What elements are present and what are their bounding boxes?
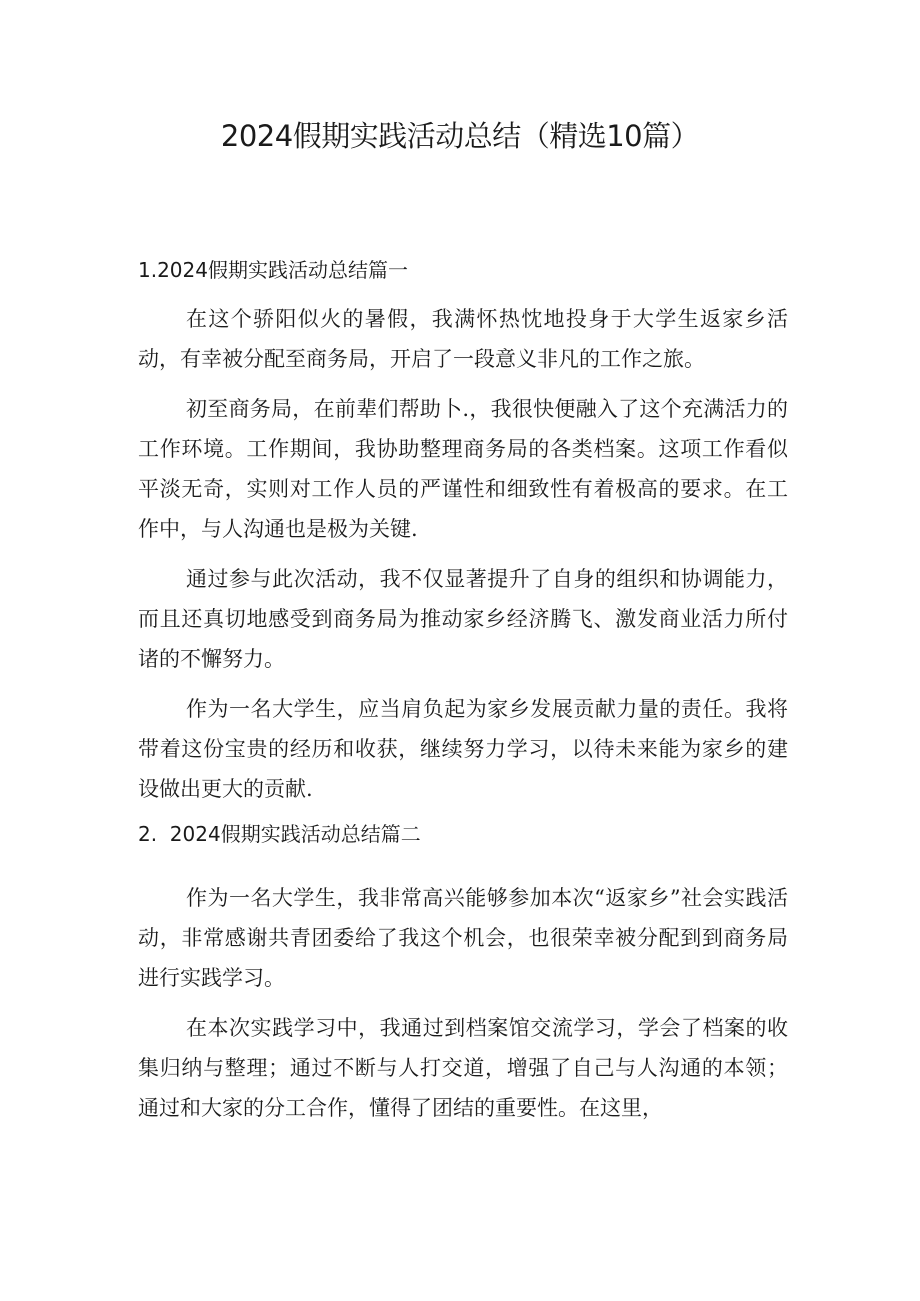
paragraph: 在这个骄阳似火的暑假，我满怀热忱地投身于大学生返家乡活动，有幸被分配至商务局，开启了一段意义非凡的工作之旅。 <box>138 307 788 371</box>
document-body <box>138 255 788 1138</box>
paragraph: 作为一名大学生，应当肩负起为家乡发展贡献力量的责任。我将带着这份宝贵的经历和收获，继续努力学习，以待未来能为家乡的建设做出更大的贡献. <box>138 697 788 801</box>
paragraph: 在本次实践学习中，我通过到档案馆交流学习，学会了档案的收集归纳与整理；通过不断与人打交道，增强了自己与人沟通的本领；通过和大家的分工合作，懂得了团结的重要性。在这里， <box>138 1016 788 1120</box>
section-heading: 1.2024假期实践活动总结篇一 <box>138 258 408 282</box>
section-2 <box>138 819 788 1128</box>
paragraph: 通过参与此次活动，我不仅显著提升了自身的组织和协调能力，而且还真切地感受到商务局为推动家乡经济腾飞、激发商业活力所付诸的不懈努力。 <box>138 567 788 671</box>
section-1 <box>138 255 788 809</box>
paragraph: 初至商务局，在前辈们帮助卜.，我很快便融入了这个充满活力的工作环境。工作期间，我协助整理商务局的各类档案。这项工作看似平淡无奇，实则对工作人员的严谨性和细致性有着极高的要求。在工作中，与人沟通也是极为关键. <box>138 397 788 541</box>
document-title: 2024假期实践活动总结（精选10篇） <box>220 119 700 153</box>
paragraph: 作为一名大学生，我非常高兴能够参加本次“返家乡”社会实践活动，非常感谢共青团委给了我这个机会，也很荣幸被分配到到商务局进行实践学习。 <box>138 886 788 990</box>
section-heading: 2. 2024假期实践活动总结篇二 <box>138 822 421 846</box>
